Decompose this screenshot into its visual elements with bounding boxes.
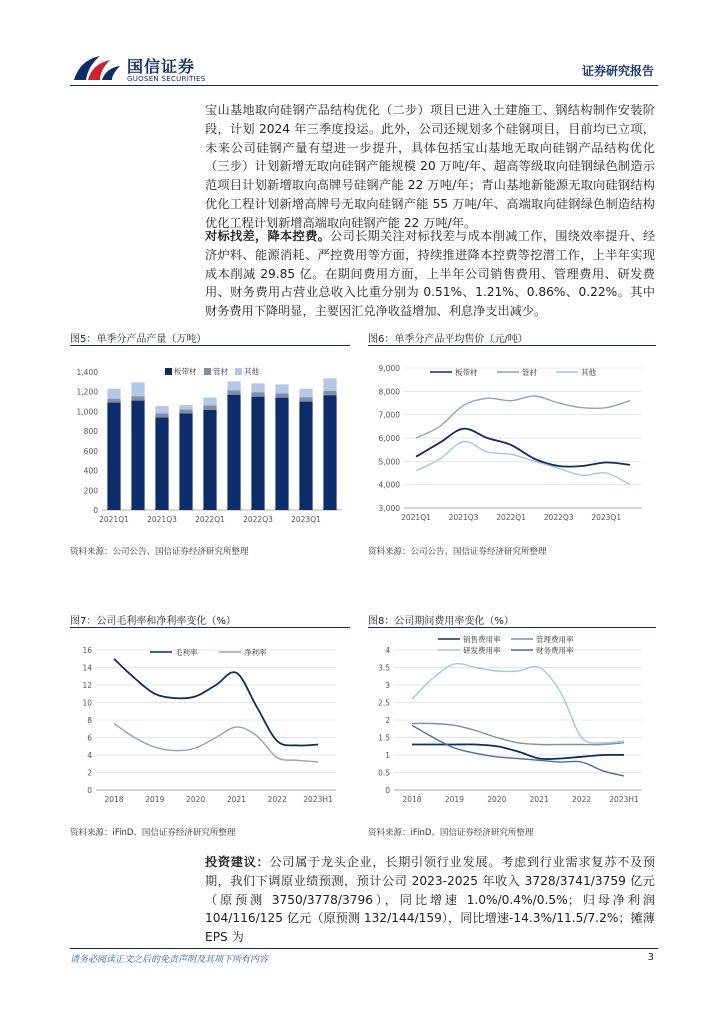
paragraph-heading: 投资建议：: [205, 855, 270, 869]
logo-english: GUOSEN SECURITIES: [127, 75, 206, 83]
y-tick-label: 16: [82, 646, 92, 655]
x-tick-label: 2018: [402, 795, 422, 804]
x-tick-label: 2022Q3: [243, 515, 273, 524]
x-tick-label: 2023H1: [609, 795, 639, 804]
legend-swatch: [235, 368, 242, 375]
legend-label: 财务费用率: [536, 646, 574, 655]
bar-segment: [275, 398, 288, 510]
y-tick-label: 0: [87, 786, 92, 795]
y-tick-label: 14: [82, 663, 92, 673]
y-tick-label: 7,000: [378, 410, 400, 420]
x-tick-label: 2021Q3: [448, 513, 479, 522]
legend-label: 其他: [581, 368, 596, 377]
legend-label: 管材: [213, 367, 228, 376]
fig8-chart: [368, 632, 656, 812]
y-tick-label: 12: [82, 681, 92, 690]
y-tick-label: 2.5: [378, 698, 390, 708]
bar-segment: [107, 389, 120, 399]
y-tick-label: 8,000: [378, 387, 400, 397]
x-tick-label: 2020: [487, 795, 507, 804]
x-tick-label: 2022Q1: [496, 513, 526, 522]
x-tick-label: 2019: [444, 795, 464, 804]
paragraph-body: 公司属于龙头企业，长期引领行业发展。考虑到行业需求复苏不及预期，我们下调原业绩预测，预计公司 2023-2025 年收入 3728/3741/3759 亿元（原预测 3750/3778/3796），同比增速 1.0%/0.4%/0.5%；归母净利润 104/116/125 亿元（原预测 132/144/159），同比增速-14.3%/11.5/7.2%；摊薄 EPS 为: [205, 855, 656, 945]
x-tick-label: 2022Q1: [195, 515, 225, 524]
y-tick-label: 400: [83, 466, 98, 476]
bar-segment: [275, 384, 288, 393]
report-type: 证券研究报告: [581, 64, 654, 78]
x-tick-label: 2023Q1: [291, 515, 321, 524]
legend-swatch: [204, 368, 211, 375]
bar-segment: [323, 395, 336, 510]
x-tick-label: 2019: [145, 795, 165, 804]
x-tick-label: 2021Q1: [401, 513, 431, 522]
y-tick-label: 6,000: [378, 434, 400, 443]
x-tick-label: 2018: [104, 795, 124, 804]
bar-segment: [203, 398, 216, 406]
x-tick-label: 2021: [529, 795, 549, 804]
page-number: 3: [647, 952, 654, 963]
paragraph-cost-control: [205, 227, 655, 321]
y-tick-label: 3: [385, 681, 390, 690]
fig6-source: 资料来源：公司公告、国信证券经济研究所整理: [368, 547, 547, 557]
series-line: [412, 723, 624, 744]
bar-segment: [131, 401, 144, 510]
guosen-logo-mark: [70, 52, 122, 84]
bar-segment: [299, 389, 312, 397]
legend-label: 销售费用率: [463, 635, 501, 644]
logo-chinese: 国信证券: [127, 57, 196, 76]
y-tick-label: 2: [87, 768, 92, 778]
legend-label: 其他: [244, 367, 259, 376]
y-tick-label: 2: [385, 716, 390, 725]
bar-segment: [323, 378, 336, 390]
y-tick-label: 3,000: [378, 504, 400, 513]
legend-label: 毛利率: [175, 648, 198, 657]
fig6-title: 图6：单季分产品平均售价（元/吨）: [368, 334, 528, 345]
y-tick-label: 1,400: [76, 368, 98, 377]
x-tick-label: 2022: [572, 795, 592, 804]
bar-segment: [131, 396, 144, 400]
bar-segment: [275, 393, 288, 397]
legend-swatch: [165, 368, 172, 375]
x-tick-label: 2022Q3: [543, 513, 574, 522]
y-tick-label: 1.5: [378, 733, 390, 743]
fig6-rule: [368, 345, 656, 346]
bar-segment: [323, 391, 336, 395]
bar-segment: [179, 409, 192, 413]
paragraph-investment-advice: [205, 853, 655, 947]
y-tick-label: 1,200: [76, 387, 98, 397]
bar-segment: [251, 392, 264, 396]
fig7-source: 资料来源：iFinD、国信证券经济研究所整理: [70, 828, 236, 838]
bar-segment: [179, 405, 192, 409]
y-tick-label: 800: [83, 427, 98, 437]
bar-segment: [203, 406, 216, 410]
fig8-rule: [368, 627, 656, 628]
x-tick-label: 2022: [267, 795, 287, 804]
y-tick-label: 1: [385, 751, 390, 760]
y-tick-label: 6: [87, 733, 92, 743]
legend-label: 管理费用率: [536, 635, 574, 644]
bar-segment: [131, 382, 144, 396]
x-tick-label: 2023Q1: [591, 513, 622, 522]
bar-segment: [251, 397, 264, 510]
series-line: [412, 744, 624, 759]
paragraph-body: 公司长期关注对标找差与成本削减工作，围绕效率提升、经济炉料、能源消耗、严控费用等方面，持续推进降本控费等挖潜工作，上半年实现成本削减 29.85 亿。在期间费用方面，上半年公司销售费用、管理费用、研发费用、财务费用占营业总收入比重分别为 0.51%、1.21%、0.86%、0.22%。其中财务费用下降明显，主要因汇兑净收益增加、利息净支出减少。: [205, 229, 656, 319]
legend-label: 板带材: [174, 367, 197, 376]
y-tick-label: 10: [82, 698, 92, 708]
footer-rule: [70, 948, 658, 949]
x-tick-label: 2023H1: [303, 795, 333, 804]
y-tick-label: 1,000: [76, 407, 98, 417]
fig7-chart: [70, 632, 350, 812]
bar-segment: [107, 403, 120, 510]
footer-disclaimer: 请务必阅读正文之后的免责声明及其项下所有内容: [70, 955, 269, 965]
fig8-source: 资料来源：iFinD、国信证券经济研究所整理: [368, 828, 534, 838]
legend-label: 净利率: [244, 648, 267, 657]
fig5-source: 资料来源：公司公告、国信证券经济研究所整理: [70, 547, 249, 557]
bar-segment: [179, 413, 192, 510]
fig8-title: 图8：公司期间费用率变化（%）: [368, 616, 514, 627]
bar-segment: [299, 397, 312, 401]
bar-segment: [155, 406, 168, 413]
bar-segment: [227, 395, 240, 510]
y-tick-label: 8: [87, 716, 92, 725]
fig7-rule: [70, 627, 350, 628]
bar-segment: [203, 410, 216, 510]
bar-segment: [227, 390, 240, 394]
bar-segment: [107, 399, 120, 403]
y-tick-label: 0: [385, 786, 390, 795]
bar-segment: [155, 417, 168, 510]
header-rule: [70, 85, 658, 86]
bar-segment: [155, 413, 168, 417]
paragraph-silicon-steel: 宝山基地取向硅钢产品结构优化（二步）项目已进入土建施工、钢结构制作安装阶段，计划 2024 年三季度投运。此外，公司还规划多个硅钢项目，目前均已立项，未来公司硅钢产量有望进一步提升，具体包括宝山基地无取向硅钢产品结构优化（三步）计划新增无取向硅钢产能规模 20 万吨/年、超高等级取向硅钢绿色制造示范项目计划新增取向高牌号硅钢产能 22 万吨/年；青山基地新能源无取向硅钢结构优化工程计划新增高牌号无取向硅钢产能 55 万吨/年、高端取向硅钢绿色制造结构优化工程计划新增高端取向硅钢产能 22 万吨/年。: [205, 103, 655, 230]
fig5-rule: [70, 345, 350, 346]
fig6-chart: [368, 350, 656, 530]
fig5-title: 图5：单季分产品产量（万吨）: [70, 334, 207, 345]
y-tick-label: 9,000: [378, 364, 400, 373]
legend-label: 板带材: [455, 368, 478, 377]
bar-segment: [251, 383, 264, 392]
fig5-chart: [70, 350, 350, 530]
bar-segment: [299, 402, 312, 510]
y-tick-label: 0: [93, 506, 98, 515]
series-line: [416, 396, 630, 438]
y-tick-label: 4,000: [378, 480, 400, 490]
y-tick-label: 4: [87, 751, 92, 760]
x-tick-label: 2021Q1: [99, 515, 129, 524]
fig7-title: 图7：公司毛利率和净利率变化（%）: [70, 616, 236, 627]
y-tick-label: 5,000: [378, 457, 400, 467]
x-tick-label: 2020: [186, 795, 206, 804]
legend-label: 管材: [522, 368, 537, 377]
x-tick-label: 2021: [226, 795, 246, 804]
y-tick-label: 200: [83, 486, 98, 496]
y-tick-label: 3.5: [378, 663, 390, 673]
bar-segment: [227, 381, 240, 390]
x-tick-label: 2021Q3: [147, 515, 177, 524]
y-tick-label: 4: [385, 646, 390, 655]
legend-label: 研发费用率: [463, 646, 501, 655]
y-tick-label: 600: [83, 446, 98, 456]
series-line: [412, 664, 624, 744]
paragraph-heading: 对标找差，降本控费。: [205, 229, 331, 243]
y-tick-label: 0.5: [378, 768, 390, 778]
series-line: [114, 724, 318, 763]
